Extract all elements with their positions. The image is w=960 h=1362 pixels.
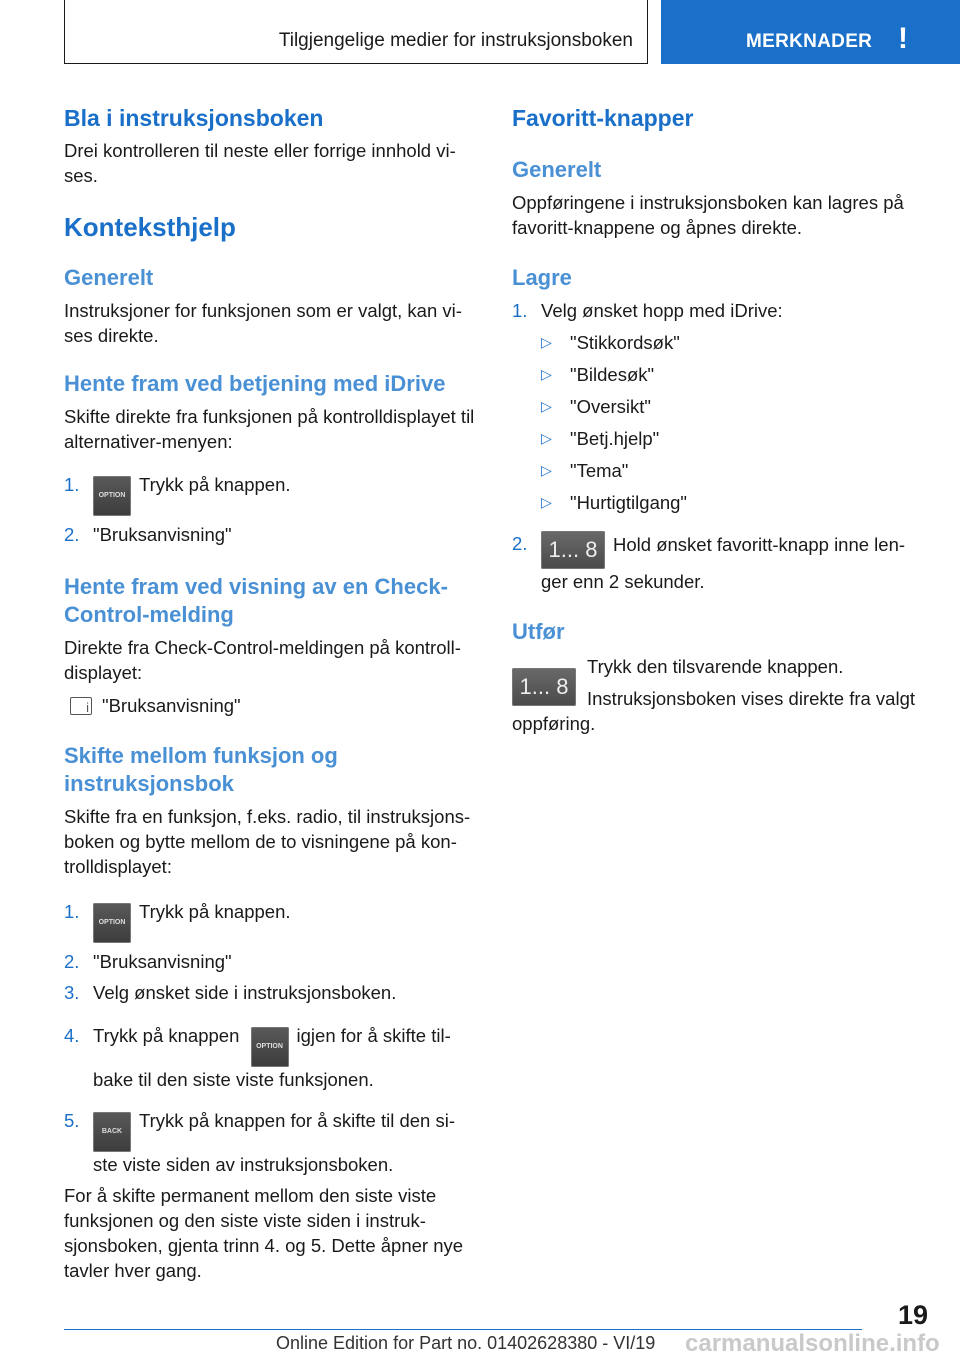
text-execute-1: Trykk den tilsvarende knappen.: [587, 656, 844, 677]
exclamation-icon: !: [898, 22, 908, 55]
triangle-bullet-icon: ▷: [541, 366, 552, 382]
option-button-icon: OPTION: [251, 1027, 289, 1067]
text-execute-2: Instruksjonsboken vises direkte fra valgt oppføring.: [512, 688, 916, 734]
list-switch: [64, 899, 478, 1177]
triangle-bullet-icon: ▷: [541, 494, 552, 510]
triangle-bullet-icon: ▷: [541, 462, 552, 478]
text-check-control: Direkte fra Check-Control-meldingen på kontroll-displayet:: [64, 637, 461, 683]
left-column: [64, 100, 478, 1283]
list-item: 2. 1... 8 Hold ønsket favoritt-knapp inne len-ger enn 2 sekunder.: [512, 533, 906, 592]
text-browse: Drei kontrolleren til neste eller forrige innhold vi-ses.: [64, 140, 456, 186]
check-control-item: i"Bruksanvisning": [64, 693, 478, 718]
subheading-general: Generelt: [512, 157, 602, 182]
text-idrive: Skifte direkte fra funksjonen på kontrolldisplayet til alternativer-menyen:: [64, 406, 475, 452]
triangle-bullet-icon: ▷: [541, 334, 552, 350]
list-item: 4. Trykk på knappen OPTIONigjen for å skifte til-bake til den siste viste funksjonen.: [64, 1025, 451, 1090]
sub-list-item: ▷ "Bildesøk": [541, 364, 655, 385]
subheading-save: Lagre: [512, 265, 572, 290]
manual-book-icon: [70, 697, 92, 715]
heading-check-control: Hente fram ved visning av en Check-Control-melding: [64, 574, 448, 627]
heading-browse: Bla i instruksjonsboken: [64, 105, 324, 131]
sub-list-item: ▷ "Betj.hjelp": [541, 428, 660, 449]
list-item: 1. Velg ønsket hopp med iDrive:: [512, 300, 783, 321]
heading-favorites: Favoritt-knapper: [512, 105, 694, 131]
list-item: 1. OPTIONTrykk på knappen.: [64, 472, 478, 516]
back-button-icon: BACK: [93, 1112, 131, 1152]
list-item: 3. Velg ønsket side i instruksjonsboken.: [64, 982, 397, 1003]
list-item: 1. OPTIONTrykk på knappen.: [64, 899, 478, 943]
sub-list-item: ▷ "Tema": [541, 460, 629, 481]
list-idrive: [64, 472, 478, 547]
option-button-icon: OPTION: [93, 476, 131, 516]
triangle-bullet-icon: ▷: [541, 430, 552, 446]
header-section-box: [661, 0, 960, 64]
list-item: 5. BACKTrykk på knappen for å skifte til den si-ste viste siden av instruksjonsboken.: [64, 1110, 456, 1175]
header-title-box: [64, 0, 648, 64]
list-item: 2. "Bruksanvisning": [64, 951, 232, 972]
subheading-general: Generelt: [64, 265, 154, 290]
watermark: carmanualsonline.info: [685, 1330, 940, 1357]
favorite-button-icon: 1... 8: [541, 531, 605, 569]
heading-switch: Skifte mellom funksjon og instruksjonsbok: [64, 743, 338, 796]
text-general: Instruksjoner for funksjonen som er valgt, kan vi-ses direkte.: [64, 300, 462, 346]
option-button-icon: OPTION: [93, 903, 131, 943]
execute-block: [512, 654, 926, 736]
sub-list-item: ▷ "Oversikt": [541, 396, 651, 417]
right-column: [512, 100, 926, 736]
header-title: Tilgjengelige medier for instruksjonsboken: [278, 30, 633, 51]
text-favorites-general: Oppføringene i instruksjonsboken kan lagres på favoritt-knappene og åpnes direkte.: [512, 192, 904, 238]
footer-edition: Online Edition for Part no. 01402628380 - VI/19: [276, 1333, 656, 1353]
page-number: 19: [897, 1300, 928, 1330]
list-save: [512, 298, 926, 594]
favorite-button-icon: 1... 8: [512, 668, 576, 706]
triangle-bullet-icon: ▷: [541, 398, 552, 414]
heading-idrive: Hente fram ved betjening med iDrive: [64, 371, 446, 396]
sub-list-item: ▷ "Hurtigtilgang": [541, 492, 687, 513]
sub-list-item: ▷ "Stikkordsøk": [541, 332, 680, 353]
text-switch: Skifte fra en funksjon, f.eks. radio, til instruksjons-boken og bytte mellom de to visningene på kon-trolldisplayet:: [64, 806, 471, 877]
header-section-label: MERKNADER: [746, 31, 873, 52]
text-switch-end: For å skifte permanent mellom den siste viste funksjonen og den siste viste siden i instruk-sjonsboken, gjenta trinn 4. og 5. Dette åpner nye tavler hver gang.: [64, 1185, 464, 1281]
list-item: 2. "Bruksanvisning": [64, 524, 232, 545]
heading-context-help: Konteksthjelp: [64, 212, 236, 242]
subheading-execute: Utfør: [512, 619, 565, 644]
